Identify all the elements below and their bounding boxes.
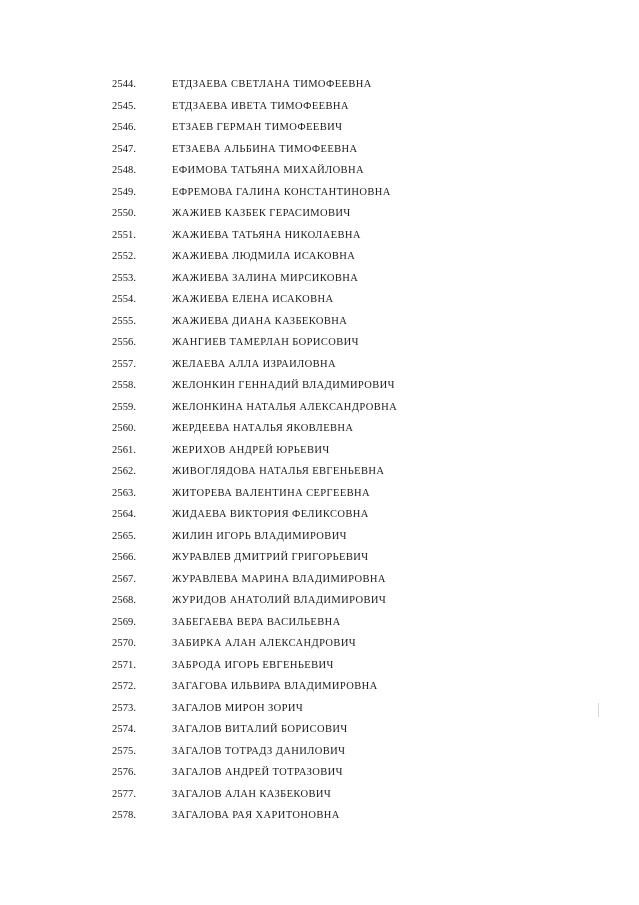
entry-number: 2552. bbox=[112, 251, 137, 262]
entry-number: 2570. bbox=[112, 638, 137, 649]
entry-number: 2576. bbox=[112, 767, 137, 778]
list-item bbox=[112, 418, 397, 440]
list-item bbox=[112, 246, 397, 268]
entry-name: ЖУРАВЛЕВ ДМИТРИЙ ГРИГОРЬЕВИЧ bbox=[172, 552, 369, 563]
entry-number: 2550. bbox=[112, 208, 137, 219]
entry-name: ЕФРЕМОВА ГАЛИНА КОНСТАНТИНОВНА bbox=[172, 186, 391, 198]
list-item bbox=[112, 612, 397, 634]
list-item bbox=[112, 332, 397, 354]
entry-number: 2559. bbox=[112, 401, 137, 413]
scan-artifact bbox=[598, 703, 599, 717]
entry-name: ЕТЗАЕВА АЛЬБИНА ТИМОФЕЕВНА bbox=[172, 143, 358, 155]
entry-name: ЖАЖИЕВА ЕЛЕНА ИСАКОВНА bbox=[172, 294, 334, 305]
list-item bbox=[112, 590, 397, 612]
list-item bbox=[112, 483, 397, 505]
entry-name: ЕФИМОВА ТАТЬЯНА МИХАЙЛОВНА bbox=[172, 165, 364, 176]
entry-number: 2571. bbox=[112, 659, 137, 671]
list-item bbox=[112, 741, 397, 763]
entry-name: ЗАБРОДА ИГОРЬ ЕВГЕНЬЕВИЧ bbox=[172, 659, 334, 671]
entry-name: ЗАБИРКА АЛАН АЛЕКСАНДРОВИЧ bbox=[172, 638, 357, 649]
entry-name: ЖАЖИЕВА ТАТЬЯНА НИКОЛАЕВНА bbox=[172, 229, 361, 241]
entry-name: ЖЕРИХОВ АНДРЕЙ ЮРЬЕВИЧ bbox=[172, 444, 330, 456]
list-item bbox=[112, 74, 397, 96]
entry-number: 2544. bbox=[112, 79, 137, 90]
entry-number: 2562. bbox=[112, 466, 137, 477]
list-item bbox=[112, 547, 397, 569]
entry-name: ЖИВОГЛЯДОВА НАТАЛЬЯ ЕВГЕНЬЕВНА bbox=[172, 466, 385, 477]
entry-name: ЗАГАЛОВ МИРОН ЗОРИЧ bbox=[172, 702, 304, 714]
entry-name: ЗАГАЛОВА РАЯ ХАРИТОНОВНА bbox=[172, 810, 340, 821]
entry-name: ЖУРАВЛЕВА МАРИНА ВЛАДИМИРОВНА bbox=[172, 573, 386, 585]
entry-number: 2575. bbox=[112, 745, 137, 757]
entry-name: ЖИЛИН ИГОРЬ ВЛАДИМИРОВИЧ bbox=[172, 530, 347, 542]
entry-number: 2558. bbox=[112, 380, 137, 391]
entry-number: 2557. bbox=[112, 358, 137, 370]
entry-name: ЖИТОРЕВА ВАЛЕНТИНА СЕРГЕЕВНА bbox=[172, 487, 371, 499]
list-item bbox=[112, 182, 397, 204]
list-item bbox=[112, 762, 397, 784]
list-item bbox=[112, 96, 397, 118]
entry-number: 2578. bbox=[112, 810, 137, 821]
entry-number: 2565. bbox=[112, 530, 137, 542]
list-item bbox=[112, 633, 397, 655]
entry-number: 2574. bbox=[112, 724, 137, 735]
entry-number: 2545. bbox=[112, 100, 137, 112]
entry-number: 2566. bbox=[112, 552, 137, 563]
entry-name: ЖИДАЕВА ВИКТОРИЯ ФЕЛИКСОВНА bbox=[172, 509, 369, 520]
entry-number: 2546. bbox=[112, 122, 137, 133]
entry-name: ЖЕЛОНКИНА НАТАЛЬЯ АЛЕКСАНДРОВНА bbox=[172, 401, 398, 413]
entry-number: 2553. bbox=[112, 272, 137, 284]
entry-name: ЕТДЗАЕВА СВЕТЛАНА ТИМОФЕЕВНА bbox=[172, 79, 372, 90]
entry-number: 2556. bbox=[112, 337, 137, 348]
list-item bbox=[112, 139, 397, 161]
entry-number: 2573. bbox=[112, 702, 137, 714]
list-item bbox=[112, 225, 397, 247]
entry-number: 2547. bbox=[112, 143, 137, 155]
list-item bbox=[112, 160, 397, 182]
list-item bbox=[112, 354, 397, 376]
list-item bbox=[112, 569, 397, 591]
entry-name: ЖАЖИЕВА ДИАНА КАЗБЕКОВНА bbox=[172, 315, 348, 327]
list-item bbox=[112, 203, 397, 225]
entry-number: 2567. bbox=[112, 573, 137, 585]
entry-number: 2548. bbox=[112, 165, 137, 176]
list-item bbox=[112, 440, 397, 462]
entry-name: ЗАГАГОВА ИЛЬВИРА ВЛАДИМИРОВНА bbox=[172, 681, 378, 692]
entry-number: 2568. bbox=[112, 595, 137, 606]
entry-name: ЕТЗАЕВ ГЕРМАН ТИМОФЕЕВИЧ bbox=[172, 122, 343, 133]
entry-name: ЖАЖИЕВА ЛЮДМИЛА ИСАКОВНА bbox=[172, 251, 356, 262]
entry-number: 2577. bbox=[112, 788, 137, 800]
entry-name: ЗАБЕГАЕВА ВЕРА ВАСИЛЬЕВНА bbox=[172, 616, 341, 628]
entry-number: 2560. bbox=[112, 423, 137, 434]
list-item bbox=[112, 526, 397, 548]
entry-name: ЖЕЛОНКИН ГЕННАДИЙ ВЛАДИМИРОВИЧ bbox=[172, 380, 395, 391]
list-item bbox=[112, 698, 397, 720]
list-item bbox=[112, 805, 397, 827]
entry-name: ЖАЖИЕВ КАЗБЕК ГЕРАСИМОВИЧ bbox=[172, 208, 351, 219]
list-item bbox=[112, 311, 397, 333]
list-item bbox=[112, 268, 397, 290]
entry-name: ЗАГАЛОВ ТОТРАДЗ ДАНИЛОВИЧ bbox=[172, 745, 346, 757]
entry-name: ЖЕЛАЕВА АЛЛА ИЗРАИЛОВНА bbox=[172, 358, 336, 370]
entry-number: 2555. bbox=[112, 315, 137, 327]
entry-number: 2564. bbox=[112, 509, 137, 520]
list-item bbox=[112, 784, 397, 806]
entry-number: 2569. bbox=[112, 616, 137, 628]
entry-name: ЖАЖИЕВА ЗАЛИНА МИРСИКОВНА bbox=[172, 272, 359, 284]
entry-number: 2563. bbox=[112, 487, 137, 499]
entry-name: ЗАГАЛОВ АЛАН КАЗБЕКОВИЧ bbox=[172, 788, 332, 800]
list-item bbox=[112, 461, 397, 483]
list-item bbox=[112, 676, 397, 698]
list-item bbox=[112, 719, 397, 741]
entry-name: ЖАНГИЕВ ТАМЕРЛАН БОРИСОВИЧ bbox=[172, 337, 359, 348]
entry-number: 2551. bbox=[112, 229, 137, 241]
entry-number: 2554. bbox=[112, 294, 137, 305]
list-item bbox=[112, 289, 397, 311]
entry-name: ЗАГАЛОВ ВИТАЛИЙ БОРИСОВИЧ bbox=[172, 724, 348, 735]
entry-number: 2561. bbox=[112, 444, 137, 456]
entry-name: ЗАГАЛОВ АНДРЕЙ ТОТРАЗОВИЧ bbox=[172, 767, 343, 778]
list-item bbox=[112, 504, 397, 526]
list-item bbox=[112, 375, 397, 397]
name-list bbox=[112, 74, 397, 827]
list-item bbox=[112, 117, 397, 139]
entry-number: 2549. bbox=[112, 186, 137, 198]
entry-name: ЖЕРДЕЕВА НАТАЛЬЯ ЯКОВЛЕВНА bbox=[172, 423, 354, 434]
list-item bbox=[112, 397, 397, 419]
entry-name: ЕТДЗАЕВА ИВЕТА ТИМОФЕЕВНА bbox=[172, 100, 349, 112]
list-item bbox=[112, 655, 397, 677]
entry-name: ЖУРИДОВ АНАТОЛИЙ ВЛАДИМИРОВИЧ bbox=[172, 595, 387, 606]
entry-number: 2572. bbox=[112, 681, 137, 692]
